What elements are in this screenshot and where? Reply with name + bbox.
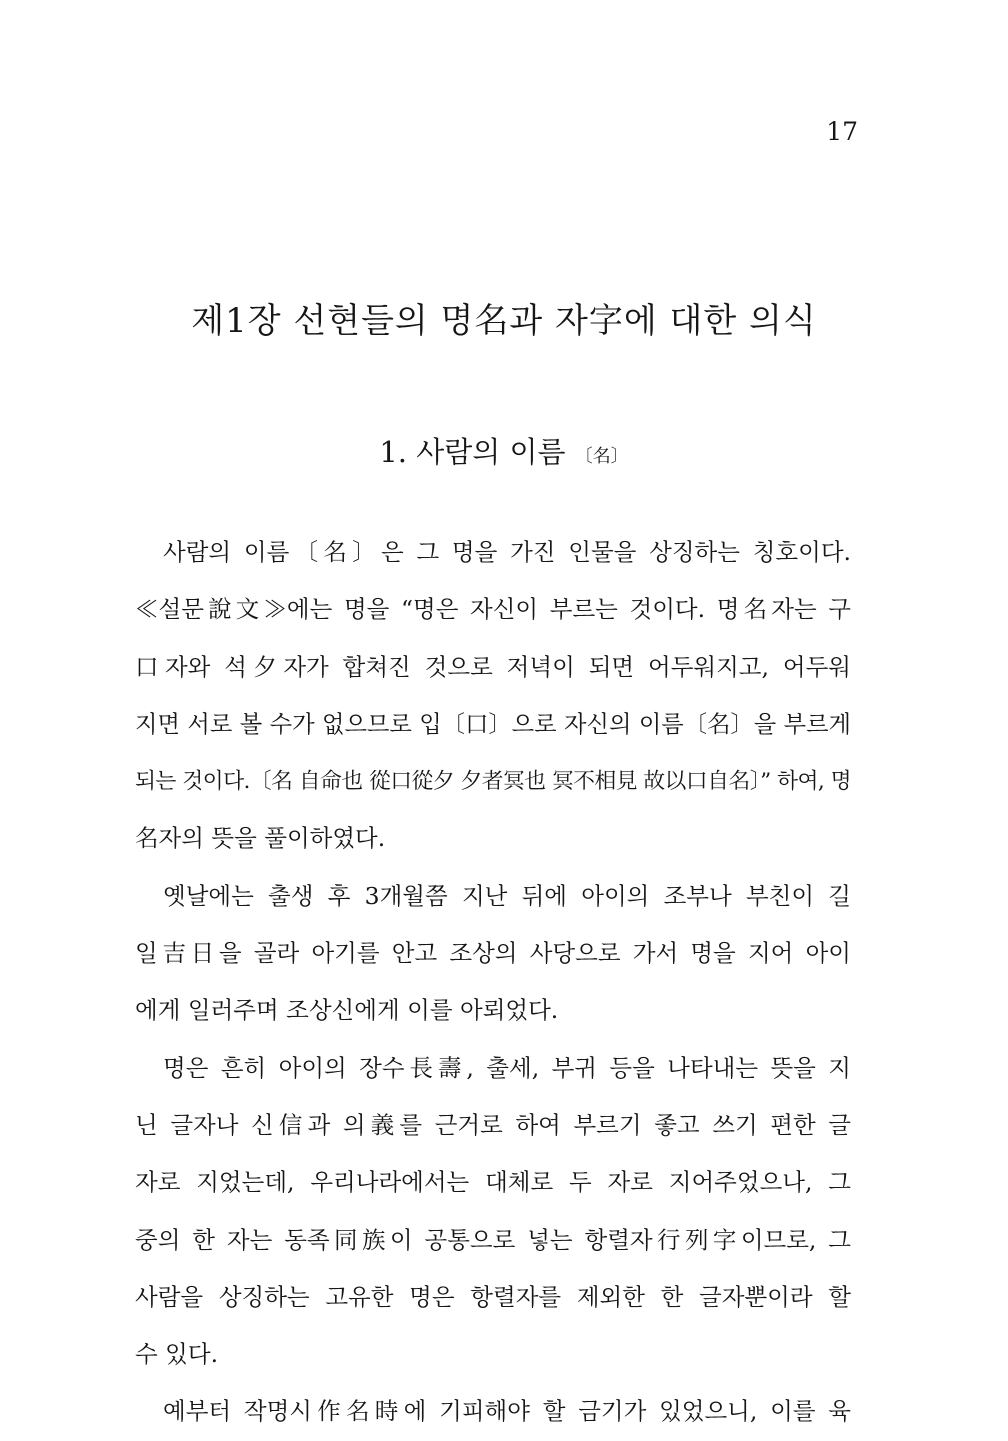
text-line: 명은 흔히 아이의 장수長壽, 출세, 부귀 등을 나타내는 뜻을 지 — [163, 1053, 851, 1082]
text-line: 사람을 상징하는 고유한 명은 항렬자를 제외한 한 글자뿐이라 할 — [135, 1282, 851, 1311]
chapter-title: 제1장 선현들의 명名과 자字에 대한 의식 — [191, 301, 817, 341]
text-line: 사람의 이름〔名〕은 그 명을 가진 인물을 상징하는 칭호이다. — [163, 538, 851, 566]
section-heading — [0, 432, 1008, 477]
text-line: 일吉日을 골라 아기를 안고 조상의 사당으로 가서 명을 지어 아이 — [135, 939, 851, 968]
text-line: 닌 글자나 신信과 의義를 근거로 하여 부르기 좋고 쓰기 편한 글 — [135, 1110, 851, 1139]
paragraph — [135, 868, 851, 1040]
paragraph — [135, 524, 851, 868]
section-hanja: 〔名〕 — [574, 446, 629, 467]
text-line: 자로 지었는데, 우리나라에서는 대체로 두 자로 지어주었으나, 그 — [135, 1168, 851, 1197]
text-line: 수 있다. — [135, 1340, 219, 1369]
text-line: 중의 한 자는 동족同族이 공통으로 넣는 항렬자行列字이므로, 그 — [135, 1225, 851, 1254]
text-line: 지면 서로 볼 수가 없으므로 입〔口〕으로 자신의 이름〔名〕을 부르게 — [135, 710, 851, 738]
text-line: 옛날에는 출생 후 3개월쯤 지난 뒤에 아이의 조부나 부친이 길 — [163, 881, 851, 910]
paragraph — [135, 1383, 851, 1440]
text-line: 名자의 뜻을 풀이하였다. — [135, 824, 386, 853]
body-text — [135, 524, 851, 1441]
text-line: 口자와 석夕자가 합쳐진 것으로 저녁이 되면 어두워지고, 어두워 — [135, 652, 851, 681]
paragraph — [135, 1040, 851, 1384]
text-line: 되는 것이다.〔名 自命也 從口從夕 夕者冥也 冥不相見 故以口自名〕” 하여, 명 — [135, 769, 851, 795]
text-line: ≪설문說文≫에는 명을 “명은 자신이 부르는 것이다. 명名자는 구 — [135, 595, 851, 624]
text-line: 에게 일러주며 조상신에게 이를 아뢰었다. — [135, 996, 559, 1025]
text-line: 예부터 작명시作名時에 기피해야 할 금기가 있었으니, 이를 육 — [163, 1397, 851, 1426]
section-number: 1. — [379, 435, 408, 469]
page-number: 17 — [826, 117, 858, 146]
section-title: 사람의 이름 — [416, 435, 566, 469]
